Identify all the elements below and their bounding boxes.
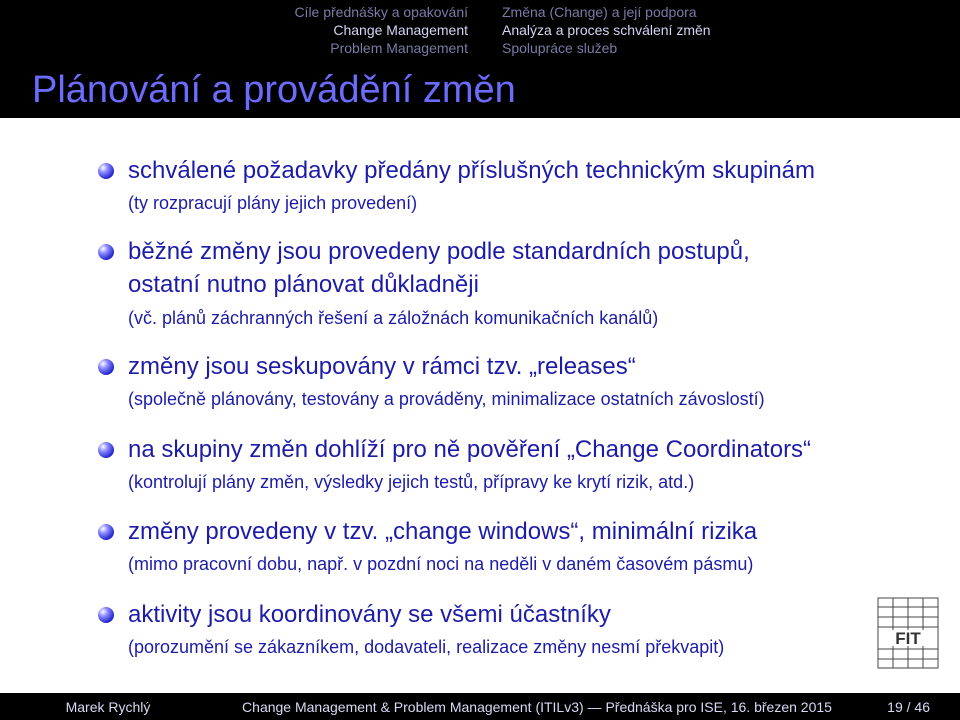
nav-item-spoluprace-sluzeb[interactable]: Spolupráce služeb: [502, 40, 618, 56]
bullet-ball-icon: [98, 442, 114, 458]
nav-item-change-management[interactable]: Change Management: [333, 22, 468, 38]
frame-title: Plánování a provádění změn: [32, 69, 516, 111]
nav-subsections-right: [480, 0, 960, 60]
bullet-text: běžné změny jsou provedeny podle standardních postupů,: [128, 238, 750, 265]
bullet-ball-icon: [98, 359, 114, 375]
bullet-note: (ty rozpracují plány jejich provedení): [128, 193, 418, 213]
page-number: 19 / 46: [887, 698, 930, 715]
footer-bar: [0, 693, 960, 720]
nav-item-cile-prednasky[interactable]: Cíle přednášky a opakování: [294, 4, 468, 20]
bullet-note: (mimo pracovní dobu, např. v pozdní noci na neděli v daném časovém pásmu): [128, 554, 754, 574]
nav-item-problem-management[interactable]: Problem Management: [330, 40, 468, 56]
bullet-text: změny provedeny v tzv. „change windows“, minimální rizika: [128, 518, 758, 545]
bullet-note: (vč. plánů záchranných řešení a záložnách komunikačních kanálů): [128, 308, 659, 328]
bullet-ball-icon: [98, 163, 114, 179]
footer-title: Change Management & Problem Management (ITILv3) — Přednáška pro ISE, 16. březen 2015: [242, 698, 832, 715]
bullet-text: změny jsou seskupovány v rámci tzv. „releases“: [128, 353, 636, 380]
nav-sections-left: [0, 0, 480, 60]
bullet-text: aktivity jsou koordinovány se všemi účastníky: [128, 601, 611, 628]
bullet-ball-icon: [98, 607, 114, 623]
bullet-text-continued: ostatní nutno plánovat důkladněji: [128, 271, 479, 298]
navigation-bar: [0, 0, 960, 60]
bullet-text: schválené požadavky předány příslušných technickým skupinám: [128, 157, 816, 184]
footer-author: Marek Rychlý: [65, 698, 151, 715]
bullet-note: (společně plánovány, testovány a prováděny, minimalizace ostatních závoslostí): [128, 389, 765, 409]
bullet-note: (kontrolují plány změn, výsledky jejich testů, přípravy ke krytí rizik, atd.): [128, 472, 695, 492]
logo-text: FIT: [895, 629, 921, 648]
frame-title-bar: [0, 60, 960, 118]
bullet-note: (porozumění se zákazníkem, dodavateli, realizace změny nesmí překvapit): [128, 637, 725, 657]
bullet-ball-icon: [98, 244, 114, 260]
nav-item-zmena-a-podpora[interactable]: Změna (Change) a její podpora: [502, 4, 697, 20]
bullet-ball-icon: [98, 524, 114, 540]
bullet-text: na skupiny změn dohlíží pro ně pověření „Change Coordinators“: [128, 436, 812, 463]
fit-logo: [877, 597, 939, 669]
nav-item-analyza-a-schvaleni[interactable]: Analýza a proces schválení změn: [502, 22, 711, 38]
